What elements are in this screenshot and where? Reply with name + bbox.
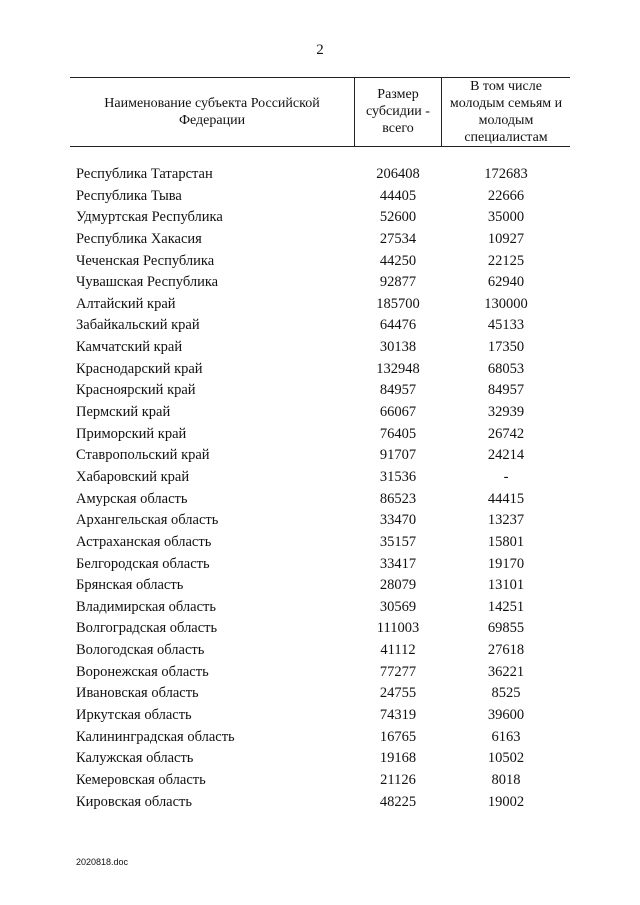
table-row — [0, 597, 640, 619]
subsidy-young-cell: 6163 — [491, 728, 521, 745]
subsidy-total-cell: 48225 — [379, 793, 417, 810]
subsidy-total-cell: 33417 — [379, 555, 417, 572]
region-name-cell: Красноярский край — [76, 382, 196, 399]
region-name-cell: Республика Татарстан — [76, 166, 213, 182]
subsidy-total-cell: 91707 — [379, 447, 417, 464]
region-name-cell: Удмуртская Республика — [76, 209, 223, 226]
subsidy-total-cell: 30138 — [379, 339, 417, 356]
subsidy-total-cell: 52600 — [379, 209, 417, 226]
region-name-cell: Вологодская область — [76, 642, 205, 659]
subsidy-young-cell: 8018 — [491, 771, 521, 788]
table-row — [0, 445, 640, 467]
subsidy-young-cell: 32939 — [487, 404, 525, 421]
region-name-cell: Кемеровская область — [76, 771, 206, 788]
subsidy-total-cell: 86523 — [379, 490, 417, 507]
table-row — [0, 251, 640, 273]
subsidy-young-cell: 130000 — [484, 295, 528, 312]
subsidy-young-cell: 84957 — [487, 382, 525, 399]
table-row — [0, 186, 640, 208]
subsidy-young-cell: 10927 — [487, 230, 525, 247]
subsidy-total-cell: 44250 — [379, 252, 417, 269]
region-name-cell: Калининградская область — [76, 728, 235, 745]
region-name-cell: Забайкальский край — [76, 317, 200, 334]
subsidy-young-cell: 24214 — [487, 447, 525, 464]
table-row — [0, 532, 640, 554]
subsidy-young-cell: 172683 — [484, 166, 528, 182]
region-name-cell: Астраханская область — [76, 533, 212, 550]
subsidy-total-cell: 206408 — [376, 166, 420, 182]
table-row — [0, 337, 640, 359]
subsidy-total-cell: 77277 — [379, 663, 417, 680]
table-row — [0, 467, 640, 489]
table-row — [0, 424, 640, 446]
subsidy-total-cell: 76405 — [379, 425, 417, 442]
subsidy-total-cell: 21126 — [380, 771, 416, 788]
region-name-cell: Воронежская область — [76, 663, 209, 680]
subsidy-young-cell: 13237 — [487, 512, 525, 529]
table-row — [0, 575, 640, 597]
region-name-cell: Кировская область — [76, 793, 193, 810]
subsidy-young-cell: 19170 — [487, 555, 525, 572]
table-row — [0, 164, 640, 186]
table-row — [0, 618, 640, 640]
region-name-cell: Пермский край — [76, 404, 171, 421]
subsidy-young-cell: 69855 — [487, 620, 525, 637]
region-name-cell: Ставропольский край — [76, 447, 210, 464]
table-row — [0, 207, 640, 229]
table-header-rule — [70, 146, 570, 147]
table-row — [0, 640, 640, 662]
region-name-cell: Амурская область — [76, 490, 188, 507]
region-name-cell: Камчатский край — [76, 339, 183, 356]
subsidy-young-cell: 13101 — [487, 577, 525, 594]
subsidy-young-cell: 22666 — [487, 187, 525, 204]
region-name-cell: Алтайский край — [76, 295, 176, 312]
subsidy-young-cell: 19002 — [487, 793, 525, 810]
table-row — [0, 489, 640, 511]
subsidy-young-cell: 35000 — [487, 209, 525, 226]
subsidy-total-cell: 64476 — [379, 317, 417, 334]
page-number: 2 — [316, 42, 324, 58]
subsidy-total-cell: 35157 — [379, 533, 417, 550]
subsidy-young-cell: - — [503, 468, 509, 485]
table-row — [0, 229, 640, 251]
column-header-name: Наименование субъекта Российской Федерации — [104, 95, 320, 128]
subsidy-young-cell: 10502 — [487, 750, 525, 767]
region-name-cell: Калужская область — [76, 750, 194, 767]
region-name-cell: Брянская область — [76, 577, 184, 594]
region-name-cell: Ивановская область — [76, 685, 199, 702]
region-name-cell: Волгоградская область — [76, 620, 218, 637]
subsidy-young-cell: 22125 — [487, 252, 525, 269]
table-row — [0, 705, 640, 727]
subsidy-total-cell: 111003 — [376, 620, 420, 637]
subsidy-total-cell: 185700 — [376, 295, 420, 312]
table-body — [0, 164, 640, 813]
subsidy-young-cell: 15801 — [487, 533, 525, 550]
column-header-total: Размер субсидии - всего — [366, 87, 430, 136]
subsidy-total-cell: 92877 — [379, 274, 417, 291]
region-name-cell: Краснодарский край — [76, 360, 203, 377]
table-row — [0, 510, 640, 532]
table-row — [0, 315, 640, 337]
table-row — [0, 272, 640, 294]
subsidy-total-cell: 28079 — [379, 577, 417, 594]
table-row — [0, 359, 640, 381]
subsidy-total-cell: 44405 — [379, 187, 417, 204]
subsidy-young-cell: 26742 — [487, 425, 525, 442]
subsidy-total-cell: 66067 — [379, 404, 417, 421]
subsidy-young-cell: 44415 — [487, 490, 525, 507]
table-row — [0, 402, 640, 424]
table-row — [0, 748, 640, 770]
subsidy-young-cell: 62940 — [487, 274, 525, 291]
region-name-cell: Белгородская область — [76, 555, 210, 572]
region-name-cell: Иркутская область — [76, 707, 192, 724]
table-row — [0, 380, 640, 402]
subsidy-total-cell: 33470 — [379, 512, 417, 529]
table-row — [0, 554, 640, 576]
table-row — [0, 294, 640, 316]
region-name-cell: Владимирская область — [76, 598, 216, 615]
subsidy-young-cell: 36221 — [487, 663, 525, 680]
subsidy-young-cell: 45133 — [487, 317, 525, 334]
subsidy-young-cell: 68053 — [487, 360, 525, 377]
table-row — [0, 792, 640, 814]
subsidy-young-cell: 27618 — [487, 642, 525, 659]
subsidy-total-cell: 19168 — [379, 750, 417, 767]
table-row — [0, 662, 640, 684]
subsidy-total-cell: 84957 — [379, 382, 417, 399]
subsidy-young-cell: 8525 — [491, 685, 521, 702]
region-name-cell: Республика Хакасия — [76, 230, 202, 247]
table-row — [0, 683, 640, 705]
file-name-footer: 2020818.doc — [76, 857, 129, 867]
subsidy-total-cell: 31536 — [379, 468, 417, 485]
subsidy-total-cell: 30569 — [379, 598, 417, 615]
region-name-cell: Приморский край — [76, 425, 187, 442]
subsidy-young-cell: 14251 — [487, 598, 525, 615]
region-name-cell: Чеченская Республика — [76, 252, 215, 269]
subsidy-young-cell: 39600 — [487, 707, 525, 724]
region-name-cell: Хабаровский край — [76, 468, 190, 485]
column-header-young: В том числе молодым семьям и молодым специалистам — [449, 78, 563, 145]
subsidy-total-cell: 41112 — [380, 642, 416, 659]
table-row — [0, 727, 640, 749]
table-row — [0, 770, 640, 792]
subsidy-total-cell: 74319 — [379, 707, 417, 724]
region-name-cell: Республика Тыва — [76, 187, 182, 204]
subsidy-total-cell: 27534 — [379, 230, 417, 247]
region-name-cell: Чувашская Республика — [76, 274, 219, 291]
subsidy-total-cell: 16765 — [379, 728, 417, 745]
subsidy-total-cell: 24755 — [379, 685, 417, 702]
subsidy-young-cell: 17350 — [487, 339, 525, 356]
region-name-cell: Архангельская область — [76, 512, 219, 529]
subsidy-total-cell: 132948 — [376, 360, 420, 377]
